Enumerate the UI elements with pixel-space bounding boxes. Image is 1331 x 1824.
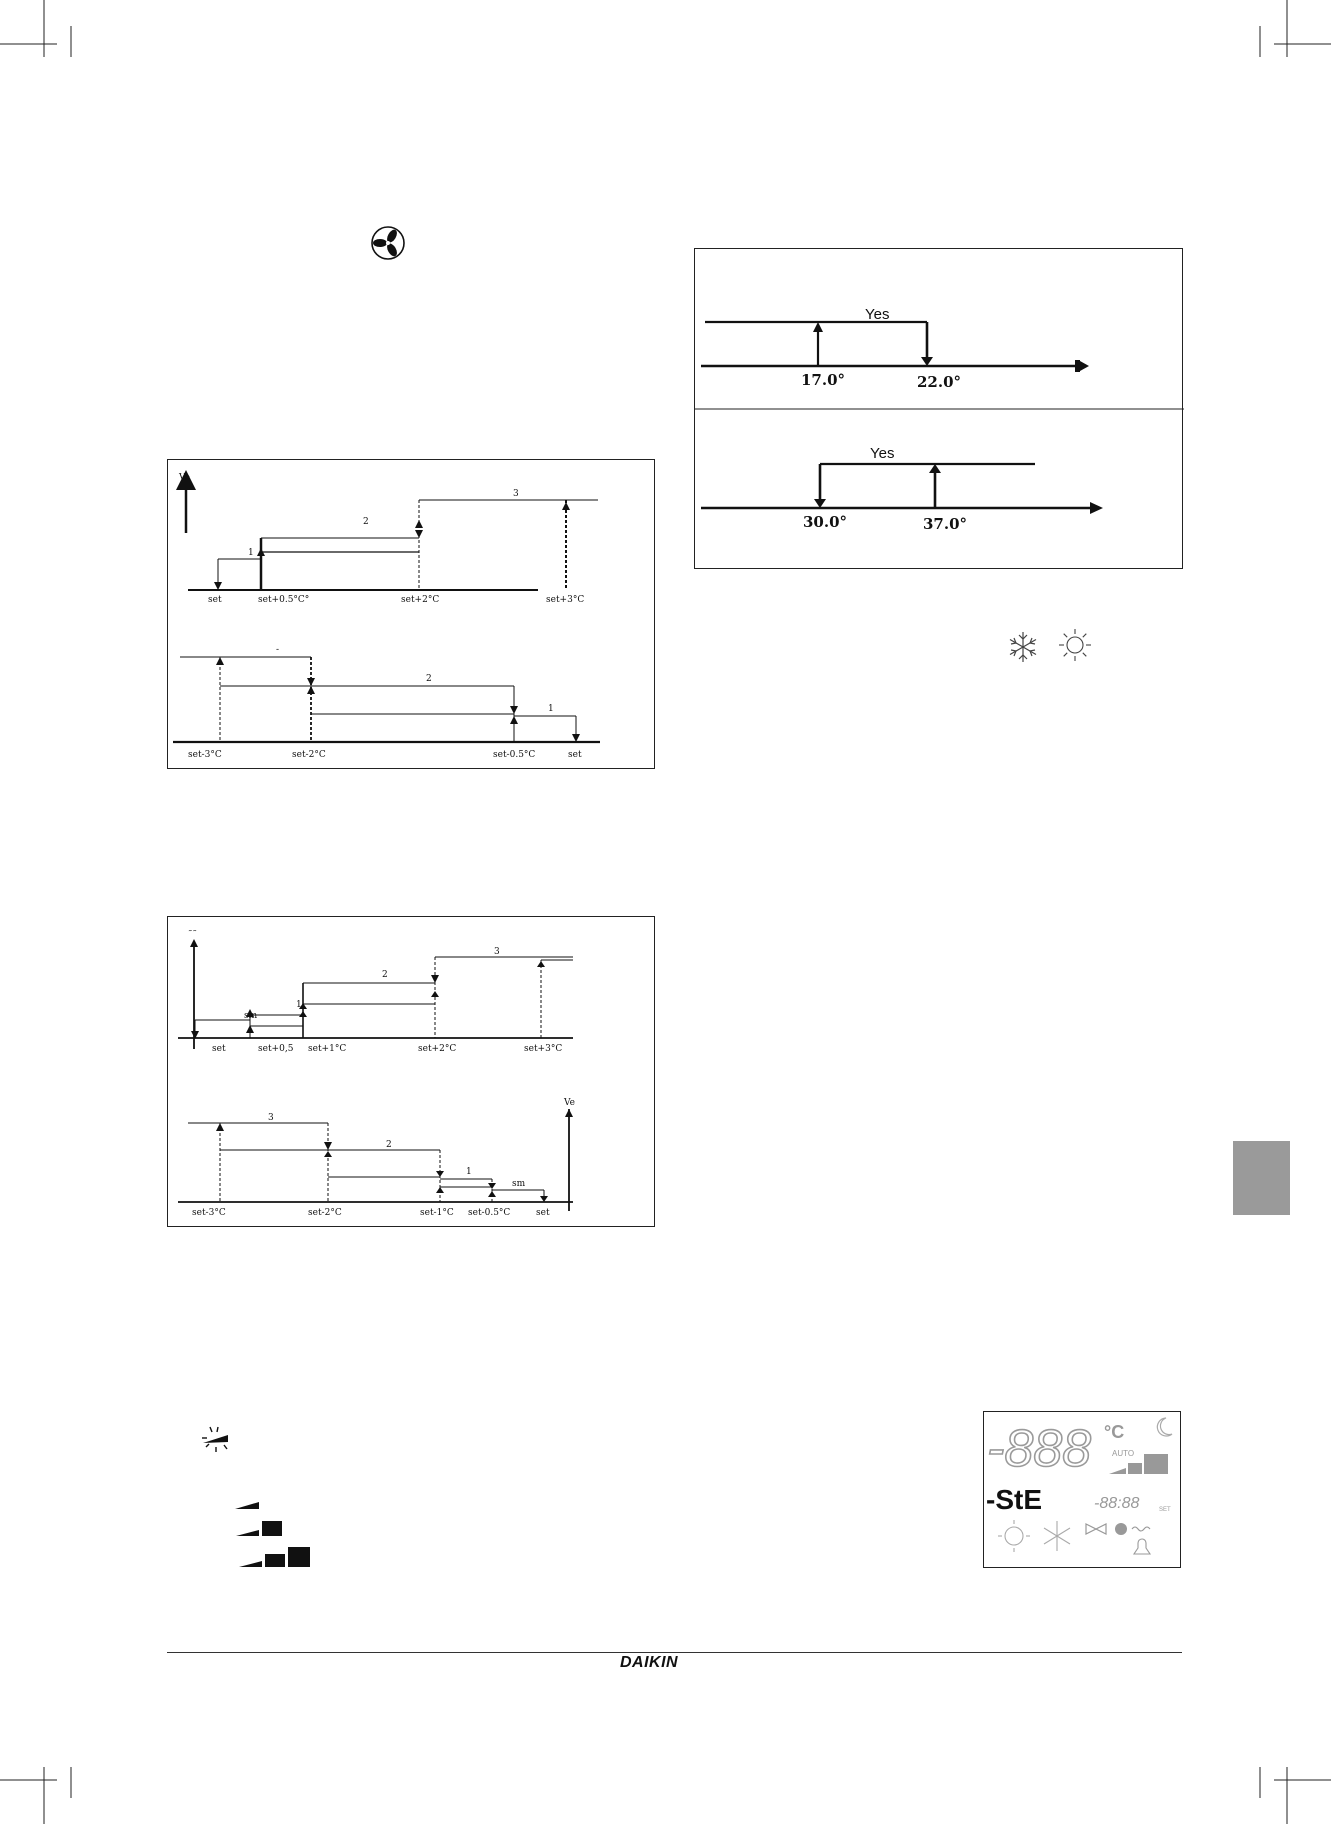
- fan-speed-chart-2: [167, 916, 655, 1227]
- chart2-lower-tick-3: set-0.5°C: [468, 1208, 511, 1218]
- lcd-pump-icon: [1115, 1523, 1127, 1535]
- chart2-step-2: 2: [382, 970, 388, 980]
- chart2-tick-0: set: [212, 1044, 226, 1054]
- chart2-lower-step-2: 2: [386, 1140, 392, 1150]
- chart2-tick-3: set+2°C: [418, 1044, 457, 1054]
- chart2-step-sm: sm: [244, 1011, 258, 1021]
- chart1-step-2: 2: [363, 517, 369, 527]
- chart1-lower-step-2: 2: [426, 674, 432, 684]
- fan-speed-chart-1: [167, 459, 655, 769]
- section-tab: [1233, 1141, 1290, 1215]
- chart1-lower-tick-1: set-2°C: [292, 750, 326, 760]
- chart2-lower-tick-4: set: [536, 1208, 550, 1218]
- fan-icon: [370, 225, 406, 261]
- lcd-heater-icon: [1132, 1527, 1150, 1531]
- snowflake-icon: [1006, 630, 1040, 664]
- fan-speed-3-icon: [237, 1545, 315, 1569]
- hysteresis-bottom-label: Yes: [870, 445, 895, 462]
- lcd-snowflake-icon: [1044, 1521, 1070, 1551]
- chart1-lower-tick-3: set: [568, 750, 582, 760]
- chart1-lower-arrows: [216, 657, 580, 742]
- lcd-auto-label: AUTO: [1112, 1449, 1135, 1458]
- lcd-main-digits: -888: [987, 1420, 1092, 1478]
- brand-logo: DAIKIN: [620, 1654, 679, 1671]
- chart2-lower-step-sm: sm: [512, 1179, 526, 1189]
- lcd-sun-icon: [998, 1520, 1030, 1552]
- fan-speed-flash-icon: [198, 1425, 234, 1455]
- hysteresis-chart: [694, 248, 1183, 569]
- chart2-lower-step-1: 1: [466, 1167, 472, 1177]
- chart1-tick-2: set+2°C: [401, 595, 440, 605]
- lcd-clock: -88:88: [1094, 1495, 1140, 1512]
- hysteresis-top-high: 22.0°: [917, 373, 962, 391]
- chart2-tick-1: set+0,5: [258, 1044, 294, 1054]
- hysteresis-bottom-high: 37.0°: [923, 515, 968, 533]
- lcd-unit: °C: [1104, 1422, 1125, 1442]
- chart1-lower-step-dash: -: [276, 645, 280, 655]
- chart2-lower-tick-2: set-1°C: [420, 1208, 454, 1218]
- chart2-lower-step-3: 3: [268, 1113, 274, 1123]
- chart1-lower-step-1: 1: [548, 704, 554, 714]
- chart2-upper-arrows: [190, 939, 545, 1039]
- fan-speed-2-icon: [233, 1518, 285, 1538]
- lcd-display: [983, 1411, 1181, 1568]
- chart1-tick-3: set+3°C: [546, 595, 585, 605]
- chart2-lower-tick-1: set-2°C: [308, 1208, 342, 1218]
- chart1-lower-tick-2: set-0.5°C: [493, 750, 536, 760]
- chart2-step-1: 1: [296, 1000, 302, 1010]
- chart2-tick-4: set+3°C: [524, 1044, 563, 1054]
- lcd-alarm-icon: [1134, 1539, 1150, 1554]
- chart1-tick-1: set+0.5°C°: [258, 595, 310, 605]
- chart1-step-3: 3: [513, 489, 519, 499]
- chart2-step-3: 3: [494, 947, 500, 957]
- hysteresis-top-label: Yes: [865, 306, 890, 323]
- hysteresis-top-low: 17.0°: [801, 371, 846, 389]
- chart1-axis-label: Ve: [179, 473, 190, 483]
- hysteresis-bottom-arrows: [814, 464, 1103, 514]
- moon-icon: [1157, 1418, 1172, 1436]
- chart1-lower-tick-0: set-3°C: [188, 750, 222, 760]
- hysteresis-top-arrows: [813, 322, 1089, 372]
- chart2-axis-label: ˜˜: [188, 930, 197, 940]
- footer-rule: [167, 1652, 1182, 1653]
- lcd-valve-icon: [1086, 1524, 1106, 1534]
- lcd-mode-text: -StE: [986, 1484, 1042, 1515]
- chart1-step-1: 1: [248, 548, 254, 558]
- fan-speed-1-icon: [233, 1497, 263, 1511]
- sun-icon: [1058, 628, 1092, 662]
- lcd-set-label: SET: [1159, 1507, 1171, 1513]
- chart2-lower-axis-label: Ve: [564, 1098, 575, 1108]
- chart1-tick-0: set: [208, 595, 222, 605]
- hysteresis-bottom-low: 30.0°: [803, 513, 848, 531]
- chart2-tick-2: set+1°C: [308, 1044, 347, 1054]
- chart1-upper-arrows: [214, 502, 570, 590]
- chart2-lower-tick-0: set-3°C: [192, 1208, 226, 1218]
